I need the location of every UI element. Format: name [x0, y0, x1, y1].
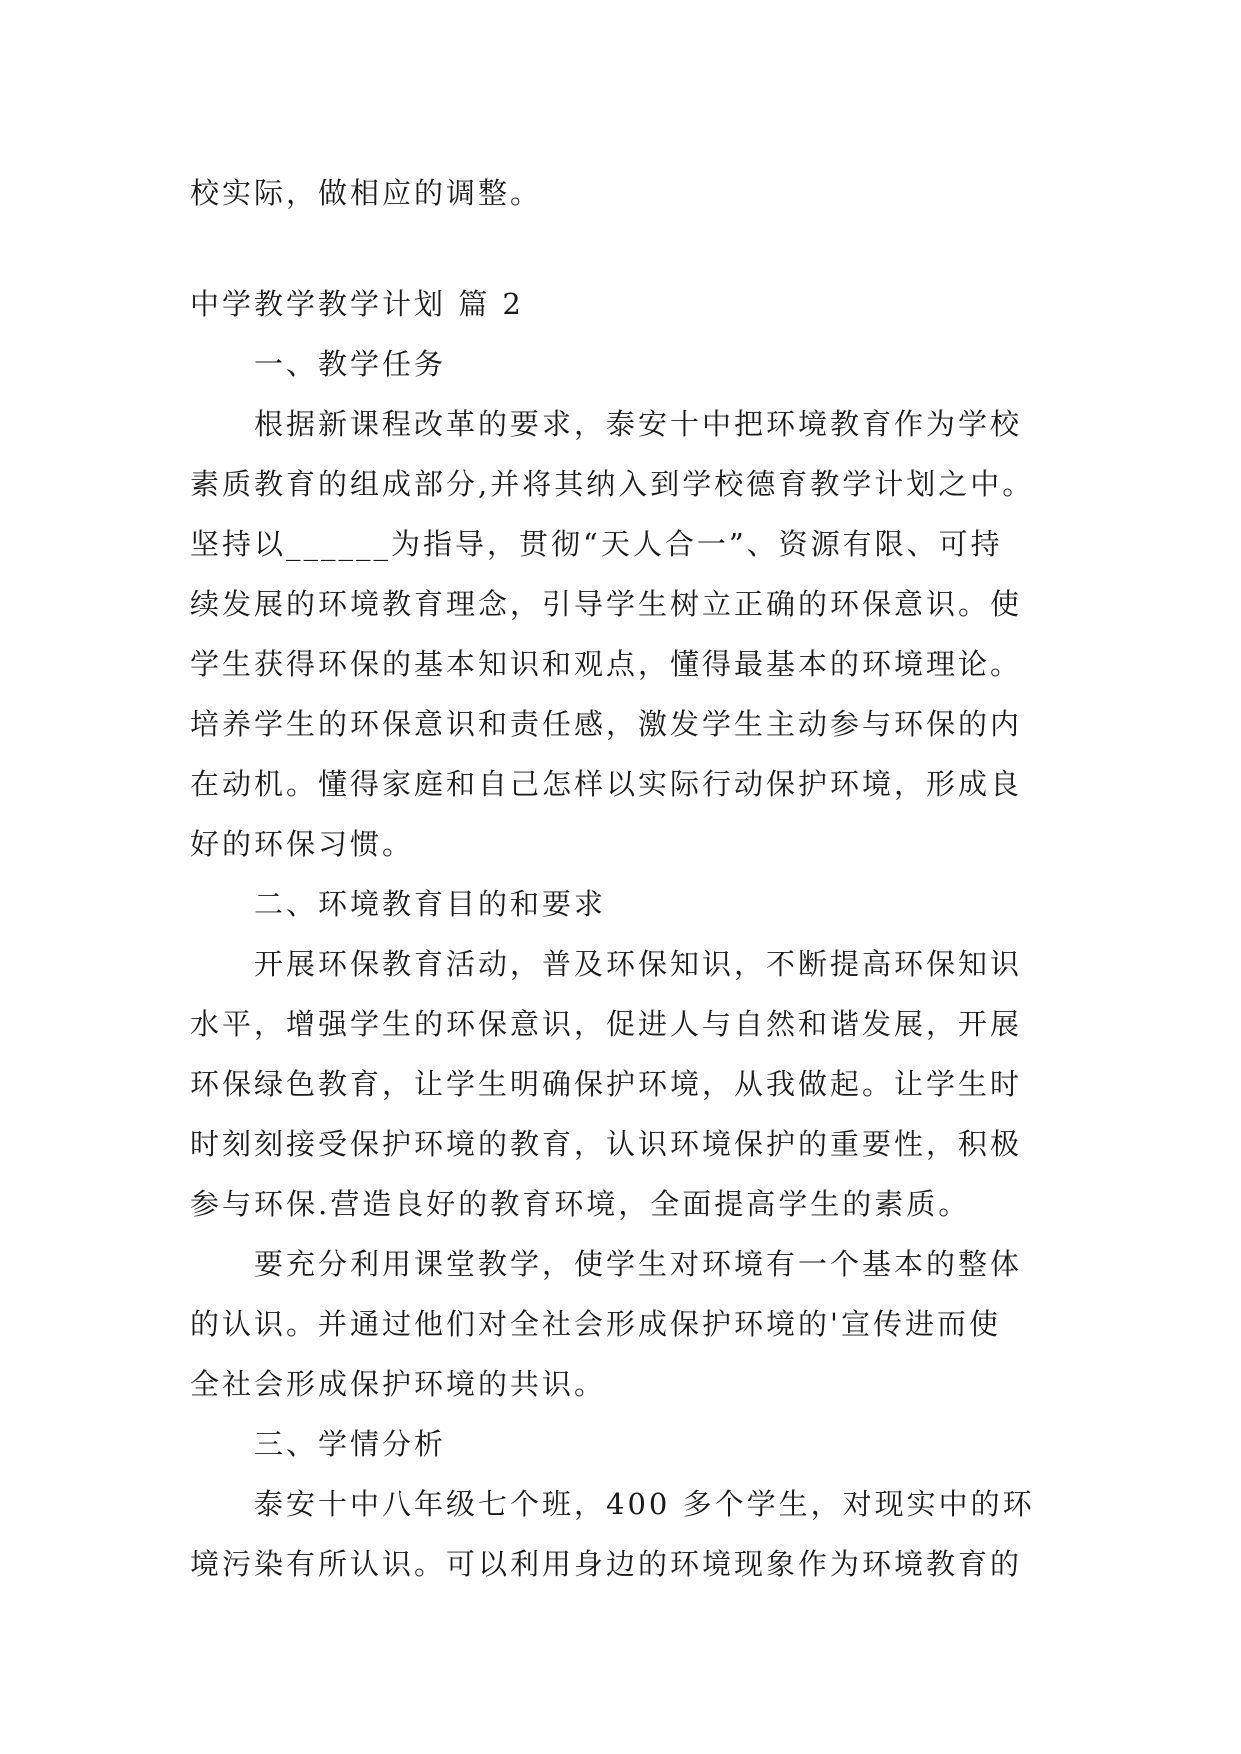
paragraph-line: 参与环保.营造良好的教育环境，全面提高学生的素质。: [190, 1187, 971, 1221]
paragraph-line: 校实际，做相应的调整。: [190, 176, 543, 210]
paragraph-line: 水平，增强学生的环保意识，促进人与自然和谐发展，开展: [190, 1007, 1023, 1041]
section-title: 中学教学教学计划 篇 2: [190, 287, 524, 321]
paragraph-line: 境污染有所认识。可以利用身边的环境现象作为环境教育的: [190, 1547, 1023, 1581]
paragraph-line: 好的环保习惯。: [190, 827, 415, 861]
paragraph-line: 续发展的环境教育理念，引导学生树立正确的环保意识。使: [190, 587, 1023, 621]
paragraph-line: 的认识。并通过他们对全社会形成保护环境的'宣传进而使: [190, 1307, 1001, 1341]
heading-education-goals: 二、环境教育目的和要求: [254, 887, 607, 921]
heading-student-analysis: 三、学情分析: [254, 1427, 447, 1461]
paragraph-line: 根据新课程改革的要求，泰安十中把环境教育作为学校: [254, 407, 1023, 441]
paragraph-line: 开展环保教育活动，普及环保知识，不断提高环保知识: [254, 947, 1023, 981]
paragraph-line: 环保绿色教育，让学生明确保护环境，从我做起。让学生时: [190, 1067, 1023, 1101]
paragraph-line: 学生获得环保的基本知识和观点，懂得最基本的环境理论。: [190, 647, 1023, 681]
document-body: [190, 163, 1060, 1594]
paragraph-line: 坚持以______为指导，贯彻“天人合一”、资源有限、可持: [190, 527, 1003, 561]
paragraph-line: 素质教育的组成部分,并将其纳入到学校德育教学计划之中。: [190, 467, 1035, 501]
paragraph-line: 在动机。懂得家庭和自己怎样以实际行动保护环境，形成良: [190, 767, 1023, 801]
paragraph-line: 时刻刻接受保护环境的教育，认识环境保护的重要性，积极: [190, 1127, 1023, 1161]
paragraph-line: 要充分利用课堂教学，使学生对环境有一个基本的整体: [254, 1247, 1023, 1281]
paragraph-line: 全社会形成保护环境的共识。: [190, 1367, 607, 1401]
paragraph-line: 培养学生的环保意识和责任感，激发学生主动参与环保的内: [190, 707, 1023, 741]
paragraph-line: 泰安十中八年级七个班，400 多个学生，对现实中的环: [254, 1487, 1035, 1521]
heading-teaching-task: 一、教学任务: [254, 347, 447, 381]
